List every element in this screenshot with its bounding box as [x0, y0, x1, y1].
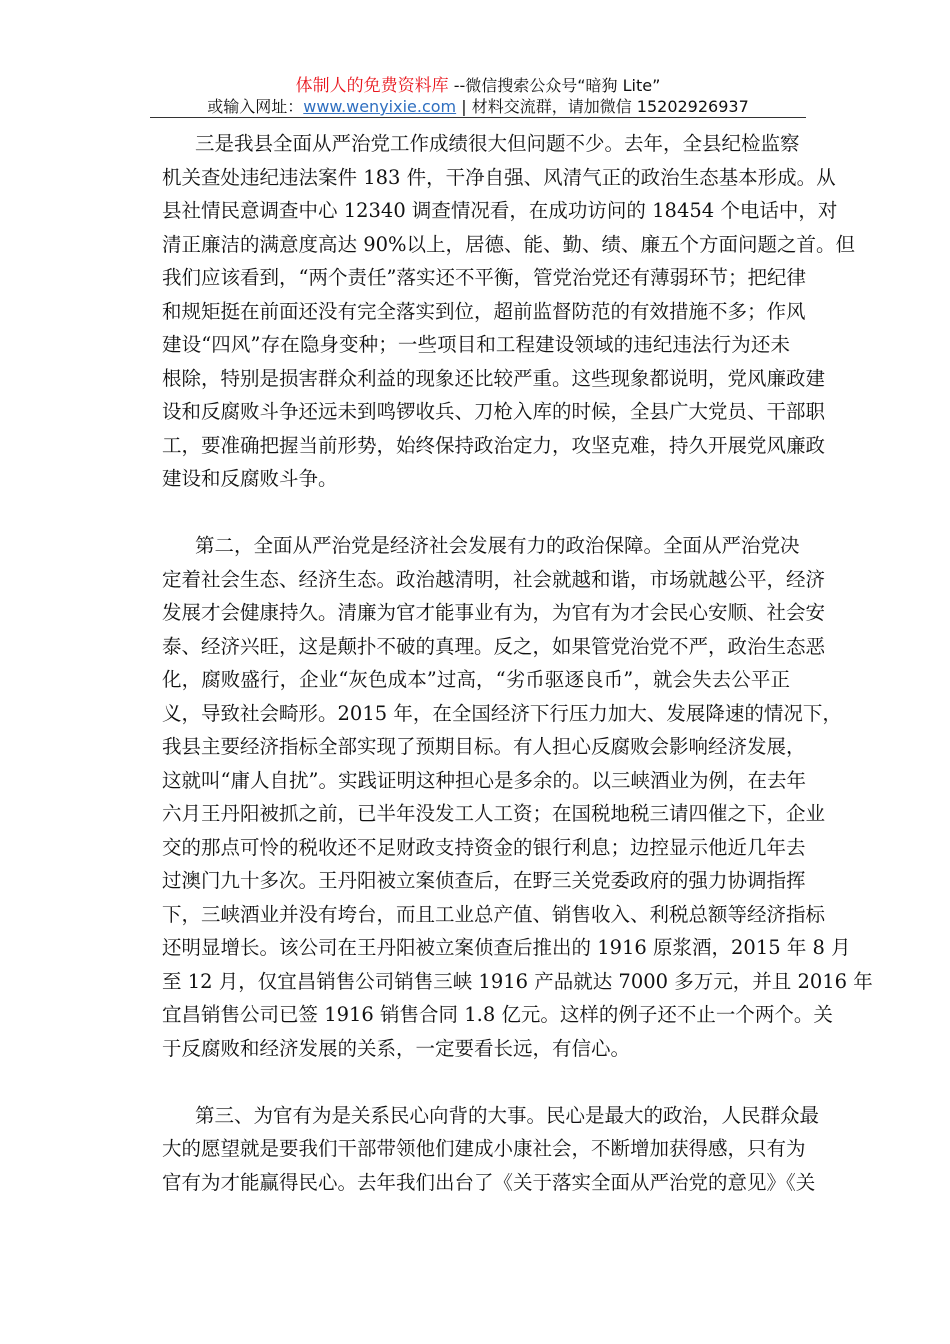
paragraph: [162, 127, 856, 496]
paragraph: [162, 529, 873, 1065]
text-line: 建设“四风”存在隐身变种；一些项目和工程建设领域的违纪违法行为还未: [162, 333, 790, 356]
text-line: 下，三峡酒业并没有垮台，而且工业总产值、销售收入、利税总额等经济指标: [162, 902, 826, 926]
paragraph-spacer: [162, 1065, 790, 1099]
text-line: 三是我县全面从严治党工作成绩很大但问题不少。去年，全县纪检监察: [195, 132, 800, 155]
contact-info: 材料交流群，请加微信 15202926937: [471, 97, 749, 116]
text-line: 至 12 月，仅宜昌销售公司销售三峡 1916 产品就达 7000 多万元，并且 2016 年: [162, 969, 873, 993]
text-line: 清正廉洁的满意度高达 90%以上，居德、能、勤、绩、廉五个方面问题之首。但: [162, 232, 856, 256]
text-line: 我县主要经济指标全部实现了预期目标。有人担心反腐败会影响经济发展，: [162, 735, 806, 758]
text-line: 和规矩挺在前面还没有完全落实到位，超前监督防范的有效措施不多；作风: [162, 299, 806, 323]
document-body: [162, 127, 873, 1199]
text-line: 工，要准确把握当前形势，始终保持政治定力，攻坚克难，持久开展党风廉政: [162, 433, 826, 457]
text-line: 定着社会生态、经济生态。政治越清明，社会就越和谐，市场就越公平，经济: [162, 567, 826, 591]
text-line: 建设和反腐败斗争。: [162, 467, 338, 490]
text-line: 交的那点可怜的税收还不足财政支持资金的银行利息；边控显示他近几年去: [162, 835, 806, 859]
website-link[interactable]: www.wenyixie.com: [303, 97, 457, 116]
text-line: 设和反腐败斗争还远未到鸣锣收兵、刀枪入库的时候，全县广大党员、干部职: [162, 400, 826, 423]
text-line: 于反腐败和经济发展的关系，一定要看长远，有信心。: [162, 1036, 631, 1060]
text-line: 还明显增长。该公司在王丹阳被立案侦查后推出的 1916 原浆酒，2015 年 8 月: [162, 936, 851, 959]
text-line: 机关查处违纪违法案件 183 件，干净自强、风清气正的政治生态基本形成。从: [162, 165, 836, 189]
text-line: 化，腐败盛行，企业“灰色成本”过高，“劣币驱逐良币”，就会失去公平正: [162, 668, 790, 691]
header-line-1: [150, 71, 806, 96]
header-line-2: [150, 94, 806, 117]
text-line: 根除，特别是损害群众利益的现象还比较严重。这些现象都说明，党风廉政建: [162, 366, 826, 390]
text-line: 第三、为官有为是关系民心向背的大事。民心是最大的政治，人民群众最: [195, 1103, 820, 1127]
text-line: 这就叫“庸人自扰”。实践证明这种担心是多余的。以三峡酒业为例，在去年: [162, 768, 806, 792]
text-line: 县社情民意调查中心 12340 调查情况看，在成功访问的 18454 个电话中，对: [162, 199, 838, 222]
brand-name: 体制人的免费资料库: [295, 76, 449, 96]
header-tagline: --微信搜索公众号“暗狗 Lite”: [448, 76, 661, 95]
paragraph-spacer: [162, 496, 790, 530]
text-line: 我们应该看到，“两个责任”落实还不平衡，管党治党还有薄弱环节；把纪律: [162, 266, 806, 289]
text-line: 泰、经济兴旺，这是颠扑不破的真理。反之，如果管党治党不严，政治生态恶: [162, 634, 826, 658]
text-line: 发展才会健康持久。清廉为官才能事业有为，为官有为才会民心安顺、社会安: [162, 601, 826, 624]
text-line: 宜昌销售公司已签 1916 销售合同 1.8 亿元。这样的例子还不止一个两个。关: [162, 1003, 833, 1026]
header-separator: |: [456, 97, 472, 116]
header-divider: [150, 117, 806, 118]
text-line: 大的愿望就是要我们干部带领他们建成小康社会，不断增加获得感，只有为: [162, 1137, 806, 1160]
text-line: 过澳门九十多次。王丹阳被立案侦查后，在野三关党委政府的强力协调指挥: [162, 869, 806, 892]
url-label: 或输入网址：: [207, 97, 304, 116]
text-line: 义，导致社会畸形。2015 年，在全国经济下行压力加大、发展降速的情况下，: [162, 701, 842, 725]
text-line: 官有为才能赢得民心。去年我们出台了《关于落实全面从严治党的意见》《关: [162, 1170, 816, 1194]
text-line: 第二，全面从严治党是经济社会发展有力的政治保障。全面从严治党决: [195, 534, 800, 557]
text-line: 六月王丹阳被抓之前，已半年没发工人工资；在国税地税三请四催之下，企业: [162, 802, 826, 825]
paragraph: [162, 1099, 820, 1200]
